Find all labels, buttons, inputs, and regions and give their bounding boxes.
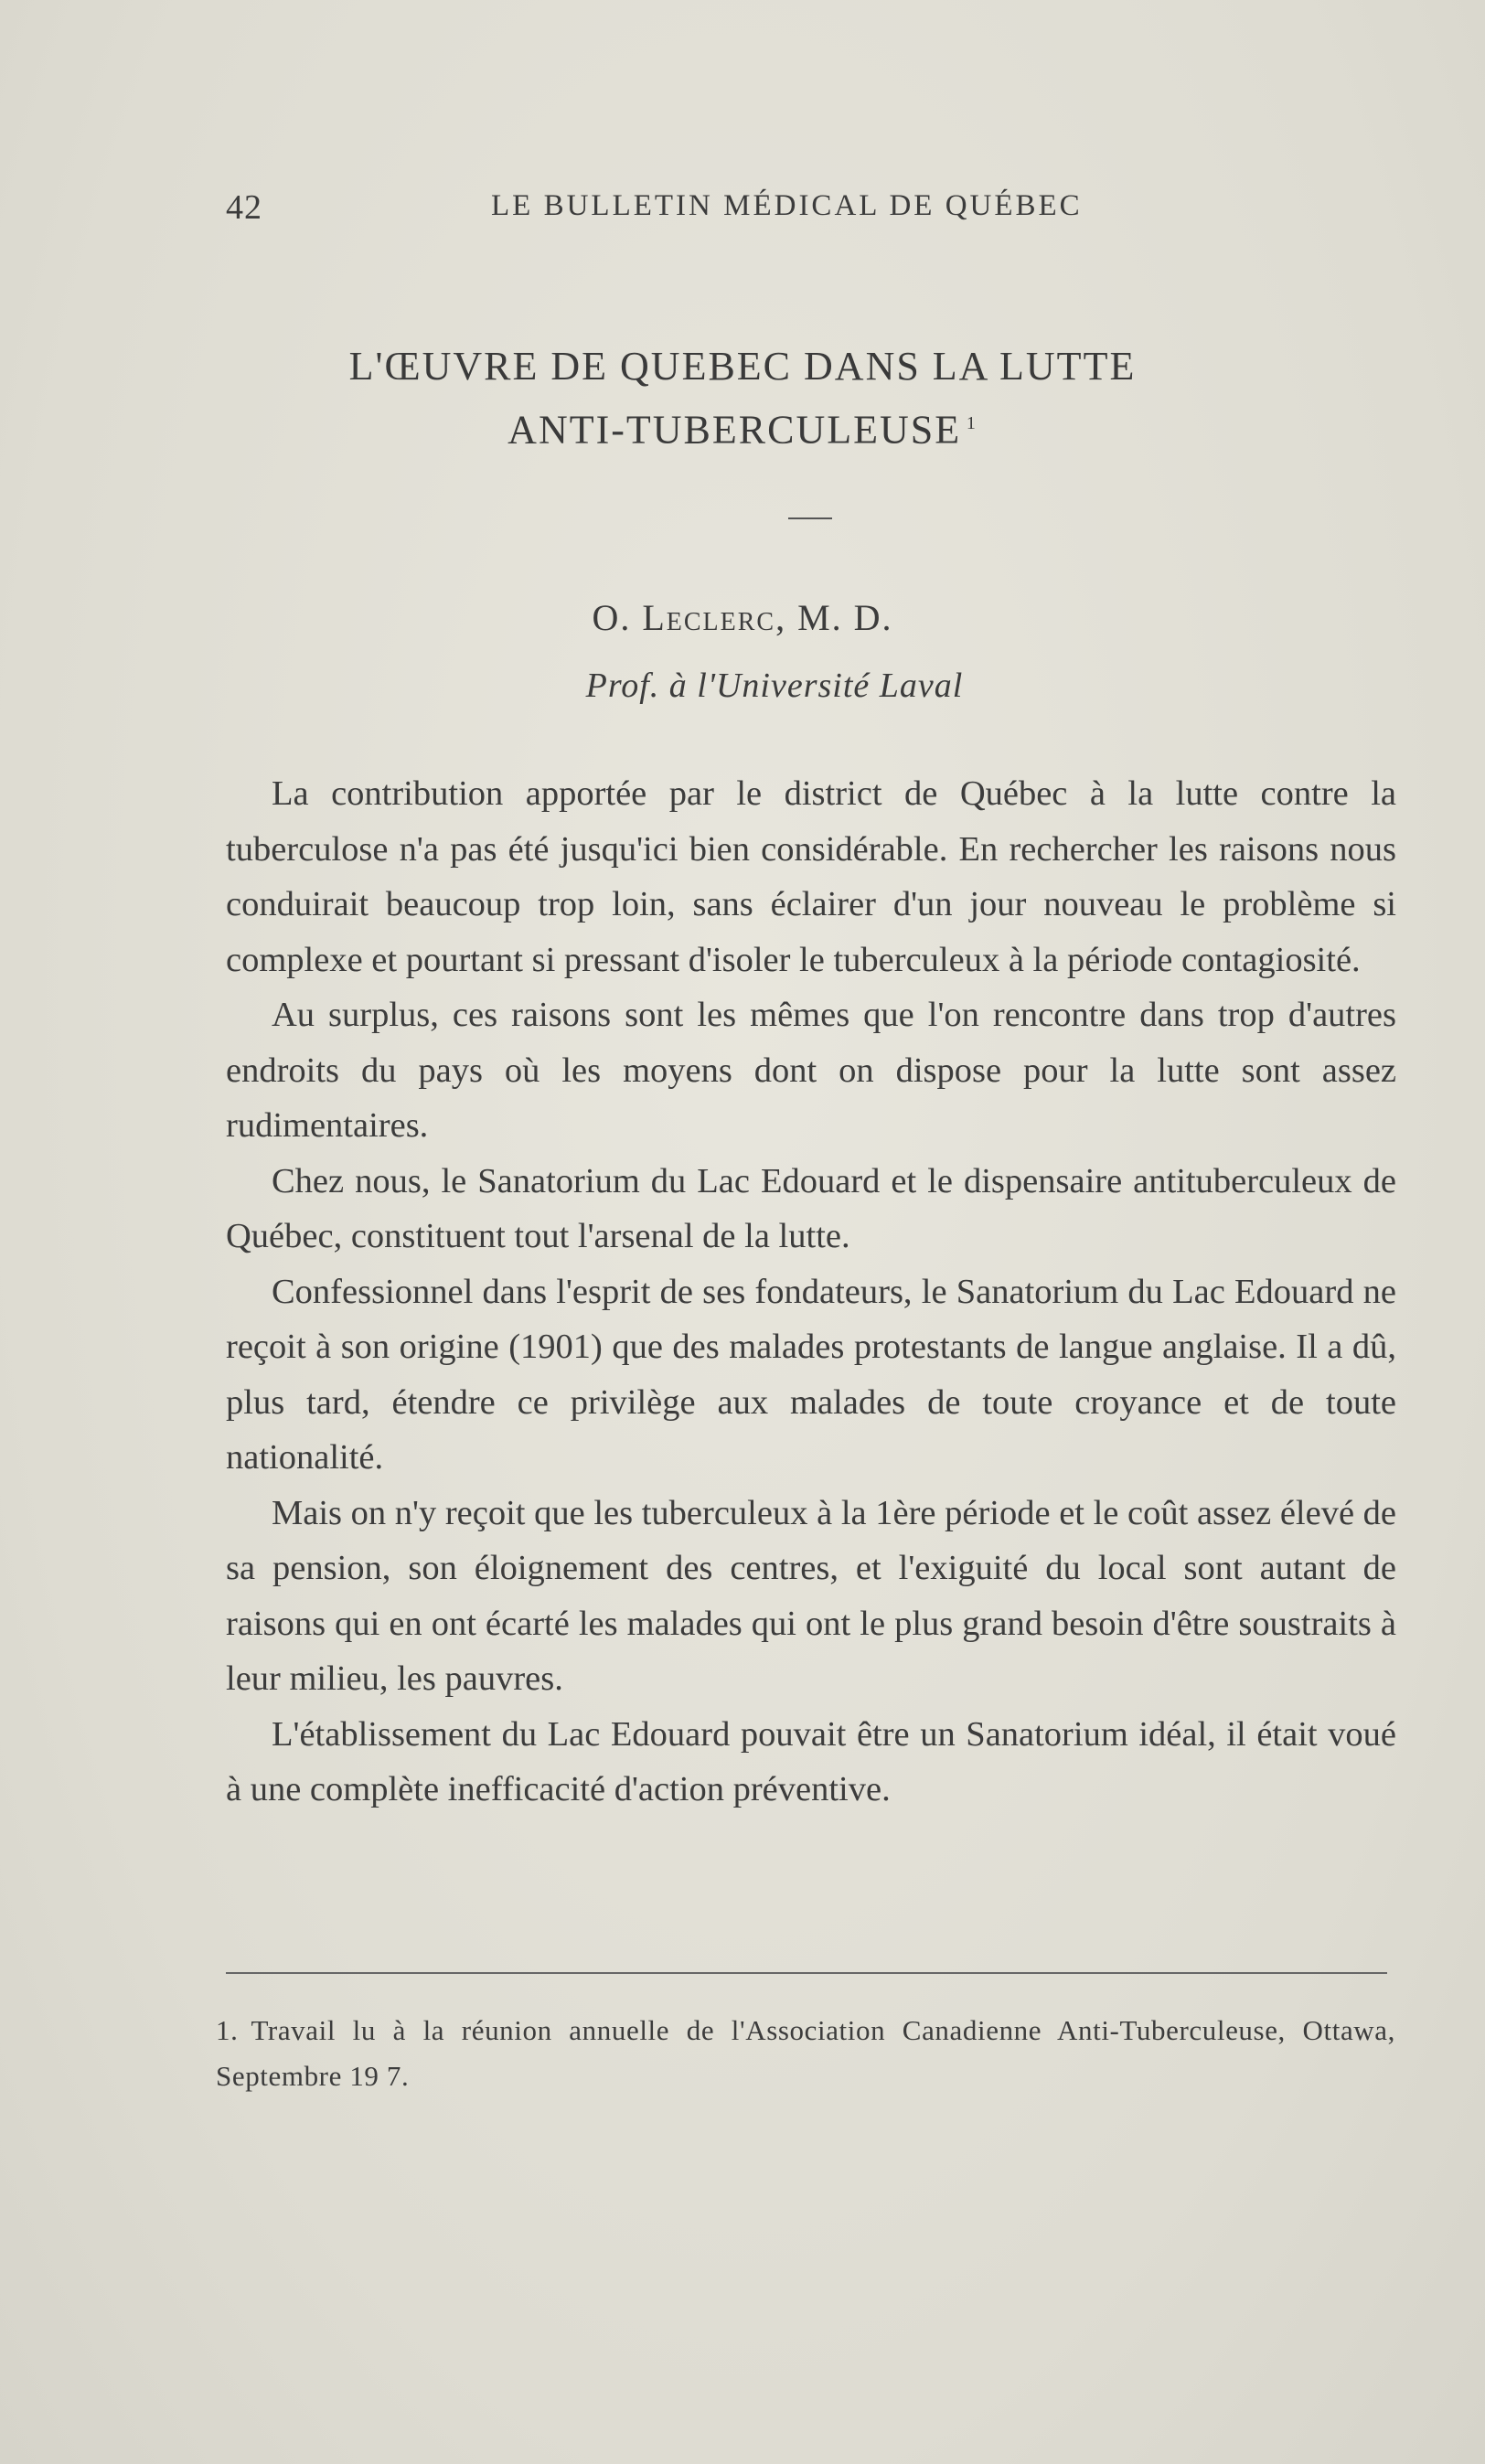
title-line-1: L'ŒUVRE DE QUEBEC DANS LA LUTTE [348,344,1137,389]
footnote [216,2008,1395,2099]
paragraph: Mais on n'y reçoit que les tuberculeux à la 1ère période et le coût assez élevé de sa pension, son éloignement des centres, et l'exiguité du local sont autant de raisons qui en ont écarté les malades qui ont le plus grand besoin d'être soustraits à leur milieu, les pauvres. [226,1493,1396,1698]
author-name: O. Leclerc, M. D. [592,597,893,638]
journal-title: LE BULLETIN MÉDICAL DE QUÉBEC [491,189,1083,222]
article-title [0,338,1485,459]
footnote-reference: 1 [966,413,978,433]
running-head [226,187,1396,233]
title-line-2-wrap [0,395,1485,459]
paragraph: La contribution apportée par le district de Québec à la lutte contre la tuberculose n'a pas été jusqu'ici bien considérable. En rechercher les raisons nous conduirait beaucoup trop loin, sans éclairer d'un jour nouveau le problème si complexe et pourtant si pressant d'isoler le tuberculeux à la période contagiosité. [226,774,1396,979]
page-number: 42 [226,188,262,227]
article-body [226,766,1396,1818]
footnote-separator-rule [226,1972,1387,1974]
paragraph: Chez nous, le Sanatorium du Lac Edouard et le dispensaire antituberculeux de Québec, constituent tout l'arsenal de la lutte. [226,1161,1396,1255]
footnote-marker: 1. [216,2014,239,2046]
title-separator-rule [788,517,832,519]
author-affiliation: Prof. à l'Université Laval [585,667,964,705]
footnote-text: Travail lu à la réunion annuelle de l'Association Canadienne Anti-Tuberculeuse, Ottawa, Septembre 19 7. [216,2014,1395,2092]
title-line-2: ANTI-TUBERCULEUSE [507,407,962,453]
paragraph: L'établissement du Lac Edouard pouvait être un Sanatorium idéal, il était voué à une complète inefficacité d'action préventive. [226,1714,1396,1808]
paragraph: Confessionnel dans l'esprit de ses fondateurs, le Sanatorium du Lac Edouard ne reçoit à son origine (1901) que des malades protestants de langue anglaise. Il a dû, plus tard, étendre ce privilège aux malades de toute croyance et de toute nationalité. [226,1272,1396,1477]
paragraph: Au surplus, ces raisons sont les mêmes que l'on rencontre dans trop d'autres endroits du pays où les moyens dont on dispose pour la lutte sont assez rudimentaires. [226,996,1396,1145]
